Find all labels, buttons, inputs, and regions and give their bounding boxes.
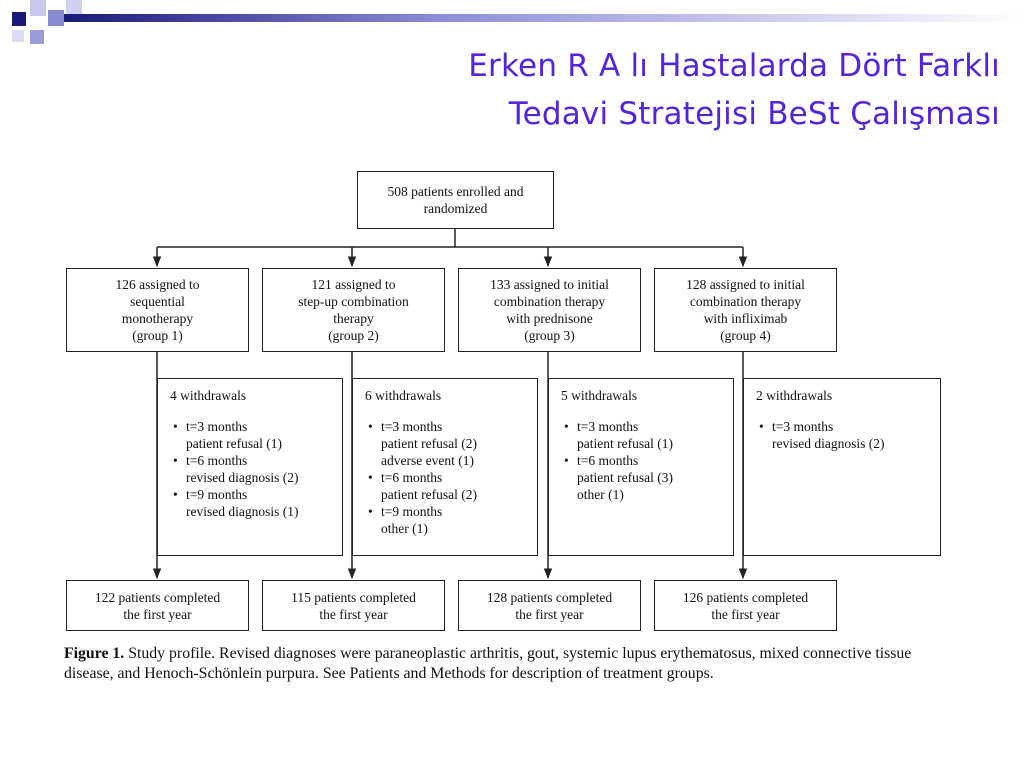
withdrawal-reason: patient refusal (1)	[186, 436, 282, 451]
assignment-line: step-up combination	[298, 294, 409, 309]
assignment-line: monotherapy	[121, 311, 194, 326]
group-3-assignment-box	[458, 268, 641, 352]
assignment-line: (group 2)	[328, 328, 379, 343]
withdrawal-reason: revised diagnosis (2)	[772, 436, 885, 451]
slide-title-line-1: Erken R A lı Hastalarda Dört Farklı	[468, 48, 1000, 84]
withdrawal-reason: revised diagnosis (2)	[186, 470, 299, 485]
completed-line: 128 patients completed	[486, 589, 613, 605]
withdrawal-reason: revised diagnosis (1)	[186, 504, 299, 519]
withdrawal-timepoint: • t=6 months	[186, 453, 248, 468]
group-4-completed-box	[654, 580, 837, 631]
assignment-line: combination therapy	[493, 294, 606, 309]
completed-line: 126 patients completed	[682, 589, 809, 605]
completed-line: the first year	[123, 606, 192, 622]
figure-caption	[64, 644, 954, 684]
assignment-line: (group 3)	[524, 328, 575, 343]
completed-line: 122 patients completed	[94, 589, 221, 605]
assignment-line: combination therapy	[689, 294, 802, 309]
caption-text: Study profile. Revised diagnoses were paraneoplastic arthritis, gout, systemic lupus erythematosus, mixed connective tissue disease, and Henoch-Schönlein purpura. See Patients and Methods for description of treatment groups.	[64, 645, 912, 682]
withdrawal-item	[365, 503, 537, 537]
withdrawal-reason: other (1)	[381, 521, 428, 536]
withdrawal-timepoint: • t=3 months	[577, 419, 639, 434]
withdrawal-list	[365, 418, 537, 537]
withdrawal-timepoint: • t=9 months	[381, 504, 443, 519]
withdrawal-reason: patient refusal (2)	[381, 487, 477, 502]
withdrawal-timepoint: • t=6 months	[577, 453, 639, 468]
withdrawals-title: 2 withdrawals	[756, 388, 833, 403]
enrollment-line: randomized	[423, 201, 488, 216]
assignment-line: 121 assigned to	[311, 277, 396, 292]
enrollment-line: 508 patients enrolled and	[387, 184, 524, 199]
withdrawal-item	[561, 418, 733, 452]
withdrawal-item	[756, 418, 940, 452]
withdrawal-item	[170, 452, 342, 486]
group-2-completed-box	[262, 580, 445, 631]
withdrawal-item	[365, 418, 537, 469]
withdrawal-list	[170, 418, 342, 520]
group-1-completed-box	[66, 580, 249, 631]
withdrawal-reason: patient refusal (2)	[381, 436, 477, 451]
withdrawal-timepoint: • t=3 months	[186, 419, 248, 434]
withdrawal-item	[365, 469, 537, 503]
completed-line: the first year	[515, 606, 584, 622]
caption-label: Figure 1.	[64, 645, 125, 662]
enrollment-box	[357, 171, 554, 229]
group-2-withdrawals-box	[352, 378, 538, 556]
withdrawal-reason: adverse event (1)	[381, 453, 474, 468]
group-1-assignment-box	[66, 268, 249, 352]
group-3-completed-box	[458, 580, 641, 631]
completed-line: the first year	[711, 606, 780, 622]
assignment-line: therapy	[333, 311, 374, 326]
group-4-withdrawals-box	[743, 378, 941, 556]
withdrawals-title: 6 withdrawals	[365, 388, 442, 403]
group-4-assignment-box	[654, 268, 837, 352]
withdrawal-timepoint: • t=9 months	[186, 487, 248, 502]
assignment-line: 133 assigned to initial	[490, 277, 609, 292]
assignment-line: 128 assigned to initial	[686, 277, 805, 292]
withdrawals-title: 5 withdrawals	[561, 388, 638, 403]
withdrawal-list	[756, 418, 940, 452]
group-3-withdrawals-box	[548, 378, 734, 556]
assignment-line: (group 4)	[720, 328, 771, 343]
withdrawal-reason: patient refusal (1)	[577, 436, 673, 451]
assignment-line: 126 assigned to	[115, 277, 200, 292]
withdrawal-timepoint: • t=3 months	[381, 419, 443, 434]
withdrawal-list	[561, 418, 733, 503]
withdrawal-timepoint: • t=6 months	[381, 470, 443, 485]
group-2-assignment-box	[262, 268, 445, 352]
assignment-line: with prednisone	[506, 311, 593, 326]
slide-title-line-2: Tedavi Stratejisi BeSt Çalışması	[508, 96, 1000, 132]
withdrawal-reason: other (1)	[577, 487, 624, 502]
assignment-line: with infliximab	[703, 311, 788, 326]
assignment-line: sequential	[130, 294, 185, 309]
completed-line: the first year	[319, 606, 388, 622]
withdrawals-title: 4 withdrawals	[170, 388, 247, 403]
group-1-withdrawals-box	[157, 378, 343, 556]
assignment-line: (group 1)	[132, 328, 183, 343]
withdrawal-timepoint: • t=3 months	[772, 419, 834, 434]
withdrawal-reason: patient refusal (3)	[577, 470, 673, 485]
withdrawal-item	[170, 418, 342, 452]
completed-line: 115 patients completed	[291, 589, 416, 605]
withdrawal-item	[170, 486, 342, 520]
withdrawal-item	[561, 452, 733, 503]
